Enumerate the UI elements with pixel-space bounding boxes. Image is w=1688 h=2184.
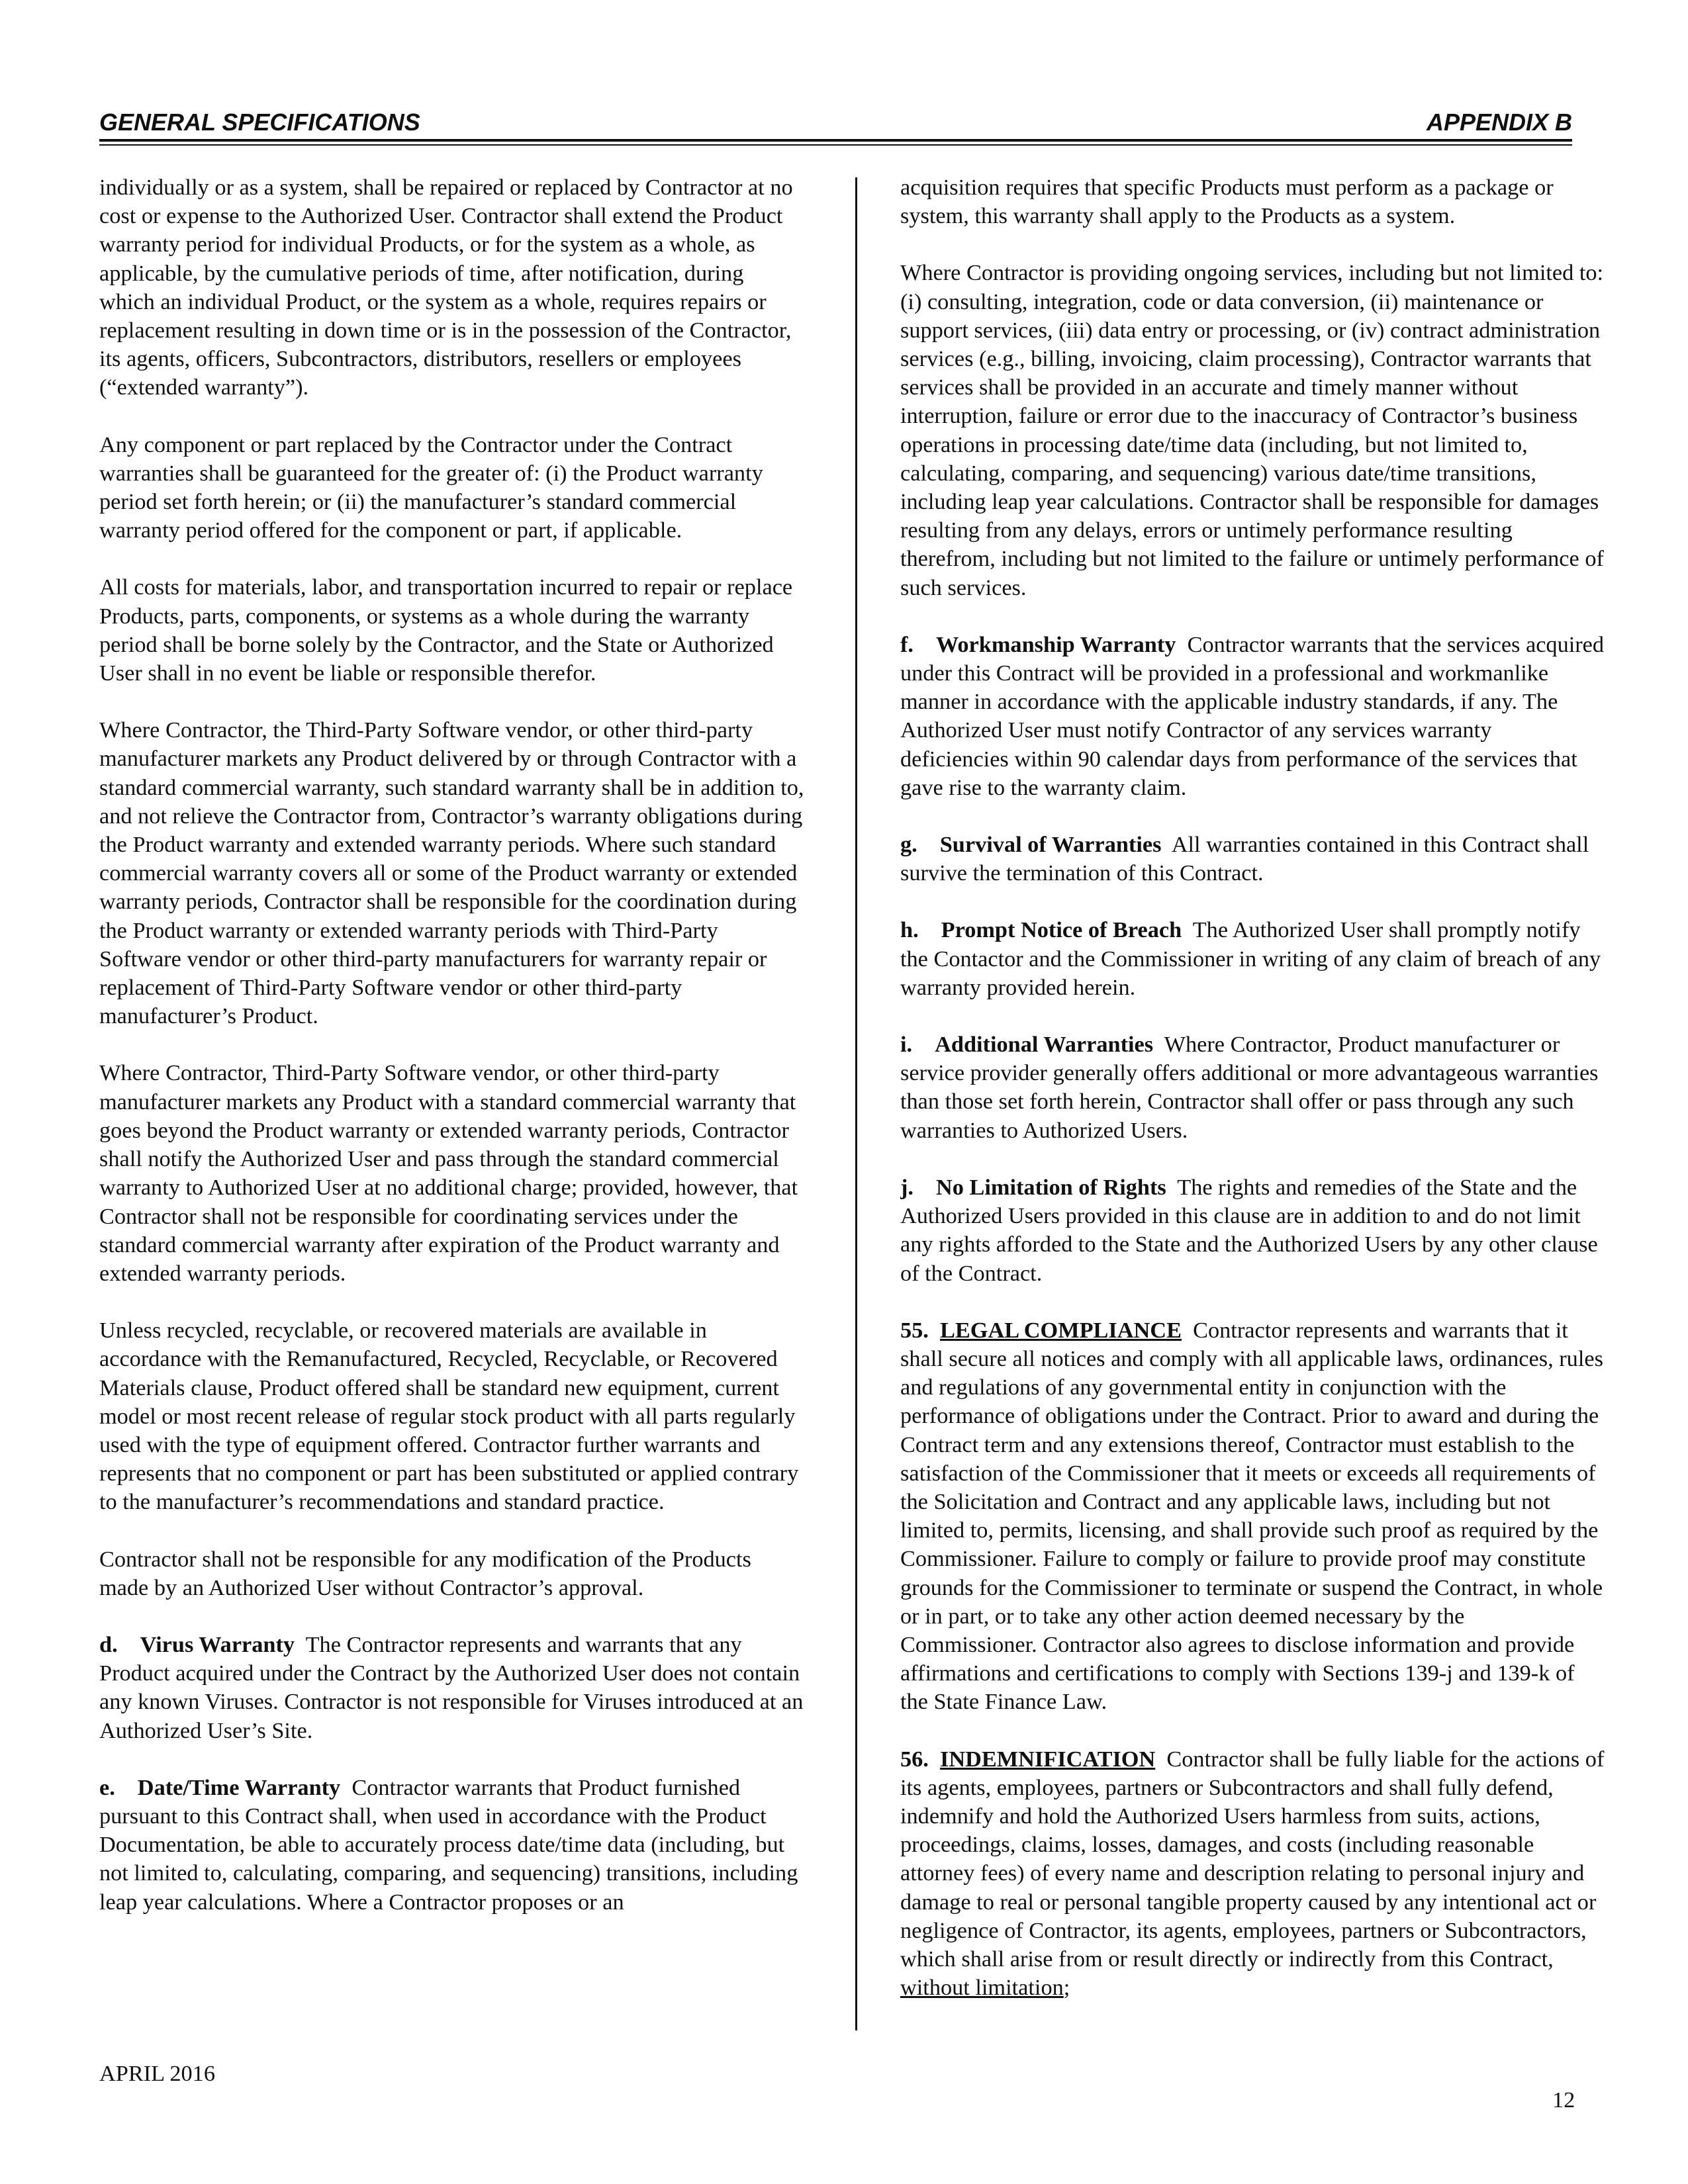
underlined-text: without limitation	[900, 1975, 1064, 2001]
warranty-clause	[900, 1173, 1605, 1288]
warranty-clause	[900, 831, 1605, 887]
clause-title: Workmanship Warranty	[936, 631, 1176, 657]
paragraph: individually or as a system, shall be repaired or replaced by Contractor at no cost or expense to the Authorized User. Contractor shall extend the Product warranty period for individual Products, or for the system as a whole, as applicable, by the cumulative periods of time, after notification, during which an individual Product, or the system as a whole, requires repairs or replacement resulting in down time or is in the possession of the Contractor, its agents, officers, Subcontractors, distributors, resellers or employees (“extended warranty”).	[99, 175, 793, 400]
clause-letter: j.	[900, 1174, 914, 1200]
clause-title: Virus Warranty	[140, 1631, 295, 1657]
right-column	[900, 173, 1605, 2026]
clause-text: Where Contractor, Product manufacturer or service provider generally offers additional or more advantageous warranties than those set forth herein, Contractor shall offer or pass through any such warranties to Authorized Users.	[900, 1032, 1599, 1143]
legal-compliance-section	[900, 1316, 1605, 1717]
section-text: Contractor shall be fully liable for the actions of its agents, employees, partners or Subcontractors and shall fully defend, indemnify and hold the Authorized Users harmless from suits, actions, proceedings, claims, losses, damages, and costs (including reasonable attorney fees) of every name and description relating to personal injury and damage to real or personal tangible property caused by any intentional act or negligence of Contractor, its agents, employees, partners or Subcontractors, which shall arise from or result directly or indirectly from this Contract,	[900, 1746, 1605, 1972]
clause-letter: e.	[99, 1774, 115, 1800]
clause-title: Additional Warranties	[935, 1032, 1154, 1058]
section-tail: ;	[1063, 1975, 1070, 2001]
warranty-clause	[900, 1030, 1605, 1145]
clause-letter: f.	[900, 631, 914, 657]
warranty-clause	[900, 916, 1605, 1002]
clause-title: Survival of Warranties	[939, 832, 1162, 858]
clause-text: Contractor warrants that the services acquired under this Contract will be provided in a professional and workmanlike manner in accordance with the applicable industry standards, if any. The Authorized User must notify Contractor of any services warranty deficiencies within 90 calendar days from performance of the services that gave rise to the warranty claim.	[900, 631, 1605, 800]
column-divider	[855, 177, 857, 2030]
paragraph: Contractor shall not be responsible for any modification of the Products made by an Authorized User without Contractor’s approval.	[99, 1546, 751, 1600]
clause-letter: g.	[900, 832, 917, 858]
page-header	[99, 106, 1572, 139]
warranty-clause	[900, 631, 1605, 802]
paragraph: Any component or part replaced by the Contractor under the Contract warranties shall be guaranteed for the greater of: (i) the Product warranty period set forth herein; or (ii) the manufacturer’s standard commercial warranty period offered for the component or part, if applicable.	[99, 432, 763, 543]
clause-title: Prompt Notice of Breach	[941, 917, 1182, 943]
left-column	[99, 173, 804, 2026]
paragraph: acquisition requires that specific Products must perform as a package or system, this warranty shall apply to the Products as a system.	[900, 175, 1554, 229]
section-title: LEGAL COMPLIANCE	[940, 1317, 1182, 1343]
clause-text: The Authorized User shall promptly notify the Contactor and the Commissioner in writing of any claim of breach of any warranty provided herein.	[900, 917, 1601, 1000]
clause-letter: d.	[99, 1631, 118, 1657]
clause-letter: i.	[900, 1032, 913, 1058]
datetime-warranty-clause	[99, 1774, 804, 1917]
page-number: 12	[1552, 2087, 1575, 2113]
section-text: Contractor represents and warrants that it shall secure all notices and comply with all applicable laws, ordinances, rules and regulations of any governmental entity in conjunction with the performance of obligations under the Contract. Prior to award and during the Contract term and any extensions thereof, Contractor must establish to the satisfaction of the Commissioner that it meets or exceeds all requirements of the Solicitation and Contract and any applicable laws, including but not limited to, permits, licensing, and shall provide such proof as required by the Commissioner. Failure to comply or failure to provide proof may constitute grounds for the Commissioner to terminate or suspend the Contract, in whole or in part, or to take any other action deemed necessary by the Commissioner. Contractor also agrees to disclose information and provide affirmations and certifications to comply with Sections 139-j and 139-k of the State Finance Law.	[900, 1317, 1603, 1715]
clause-title: Date/Time Warranty	[137, 1774, 341, 1800]
paragraph: Where Contractor is providing ongoing services, including but not limited to: (i) consulting, integration, code or data conversion, (ii) maintenance or support services, (iii) data entry or processing, or (iv) contract administration services (e.g., billing, invoicing, claim processing), Contractor warrants that services shall be provided in an accurate and timely manner without interruption, failure or error due to the inaccuracy of Contractor’s business operations in processing date/time data (including, but not limited to, calculating, comparing, and sequencing) various date/time transitions, including leap year calculations. Contractor shall be responsible for damages resulting from any delays, errors or untimely performance resulting therefrom, including but not limited to the failure or untimely performance of such services.	[900, 260, 1604, 600]
paragraph: All costs for materials, labor, and transportation incurred to repair or replace Products, parts, components, or systems as a whole during the warranty period shall be borne solely by the Contractor, and the State or Authorized User shall in no event be liable or responsible therefor.	[99, 574, 793, 686]
header-appendix: APPENDIX B	[1426, 109, 1572, 136]
clause-letter: h.	[900, 917, 919, 943]
paragraph: Where Contractor, Third-Party Software vendor, or other third-party manufacturer markets any Product with a standard commercial warranty that goes beyond the Product warranty or extended warranty periods, Contractor shall notify the Authorized User and pass through the standard commercial warranty to Authorized User at no additional charge; provided, however, that Contractor shall not be responsible for coordinating services under the standard commercial warranty after expiration of the Product warranty and extended warranty periods.	[99, 1060, 798, 1286]
paragraph: Unless recycled, recyclable, or recovered materials are available in accordance with the Remanufactured, Recycled, Recyclable, or Recovered Materials clause, Product offered shall be standard new equipment, current model or most recent release of regular stock product with all parts regularly used with the type of equipment offered. Contractor further warrants and represents that no component or part has been substituted or applied contrary to the manufacturer’s recommendations and standard practice.	[99, 1318, 799, 1515]
indemnification-section	[900, 1745, 1605, 2003]
section-number: 55.	[900, 1317, 929, 1343]
clause-text: The rights and remedies of the State and the Authorized Users provided in this clause are in addition to and do not limit any rights afforded to the State and the Authorized Users by any other clause of the Contract.	[900, 1174, 1598, 1286]
clause-text: The Contractor represents and warrants that any Product acquired under the Contract by the Authorized User does not contain any known Viruses. Contractor is not responsible for Viruses introduced at an Authorized User’s Site.	[99, 1631, 804, 1743]
clause-text: All warranties contained in this Contract shall survive the termination of this Contract.	[900, 832, 1589, 886]
footer-date: APRIL 2016	[99, 2061, 215, 2086]
header-rule-thin	[99, 144, 1572, 146]
header-rule-thick	[99, 139, 1572, 142]
header-title: GENERAL SPECIFICATIONS	[99, 109, 420, 136]
section-number: 56.	[900, 1746, 929, 1772]
section-title: INDEMNIFICATION	[940, 1746, 1156, 1772]
paragraph: Where Contractor, the Third-Party Software vendor, or other third-party manufacturer markets any Product delivered by or through Contractor with a standard commercial warranty, such standard warranty shall be in addition to, and not relieve the Contractor from, Contractor’s warranty obligations during the Product warranty and extended warranty periods. Where such standard commercial warranty covers all or some of the Product warranty or extended warranty periods, Contractor shall be responsible for the coordination during the Product warranty or extended warranty periods with Third-Party Software vendor or other third-party manufacturers for warranty repair or replacement of Third-Party Software vendor or other third-party manufacturer’s Product.	[99, 717, 804, 1029]
clause-text: Contractor warrants that Product furnished pursuant to this Contract shall, when used in accordance with the Product Documentation, be able to accurately process date/time data (including, but not limited to, calculating, comparing, and sequencing) transitions, including leap year calculations. Where a Contractor proposes or an	[99, 1774, 798, 1915]
virus-warranty-clause	[99, 1631, 804, 1745]
clause-title: No Limitation of Rights	[936, 1174, 1166, 1200]
